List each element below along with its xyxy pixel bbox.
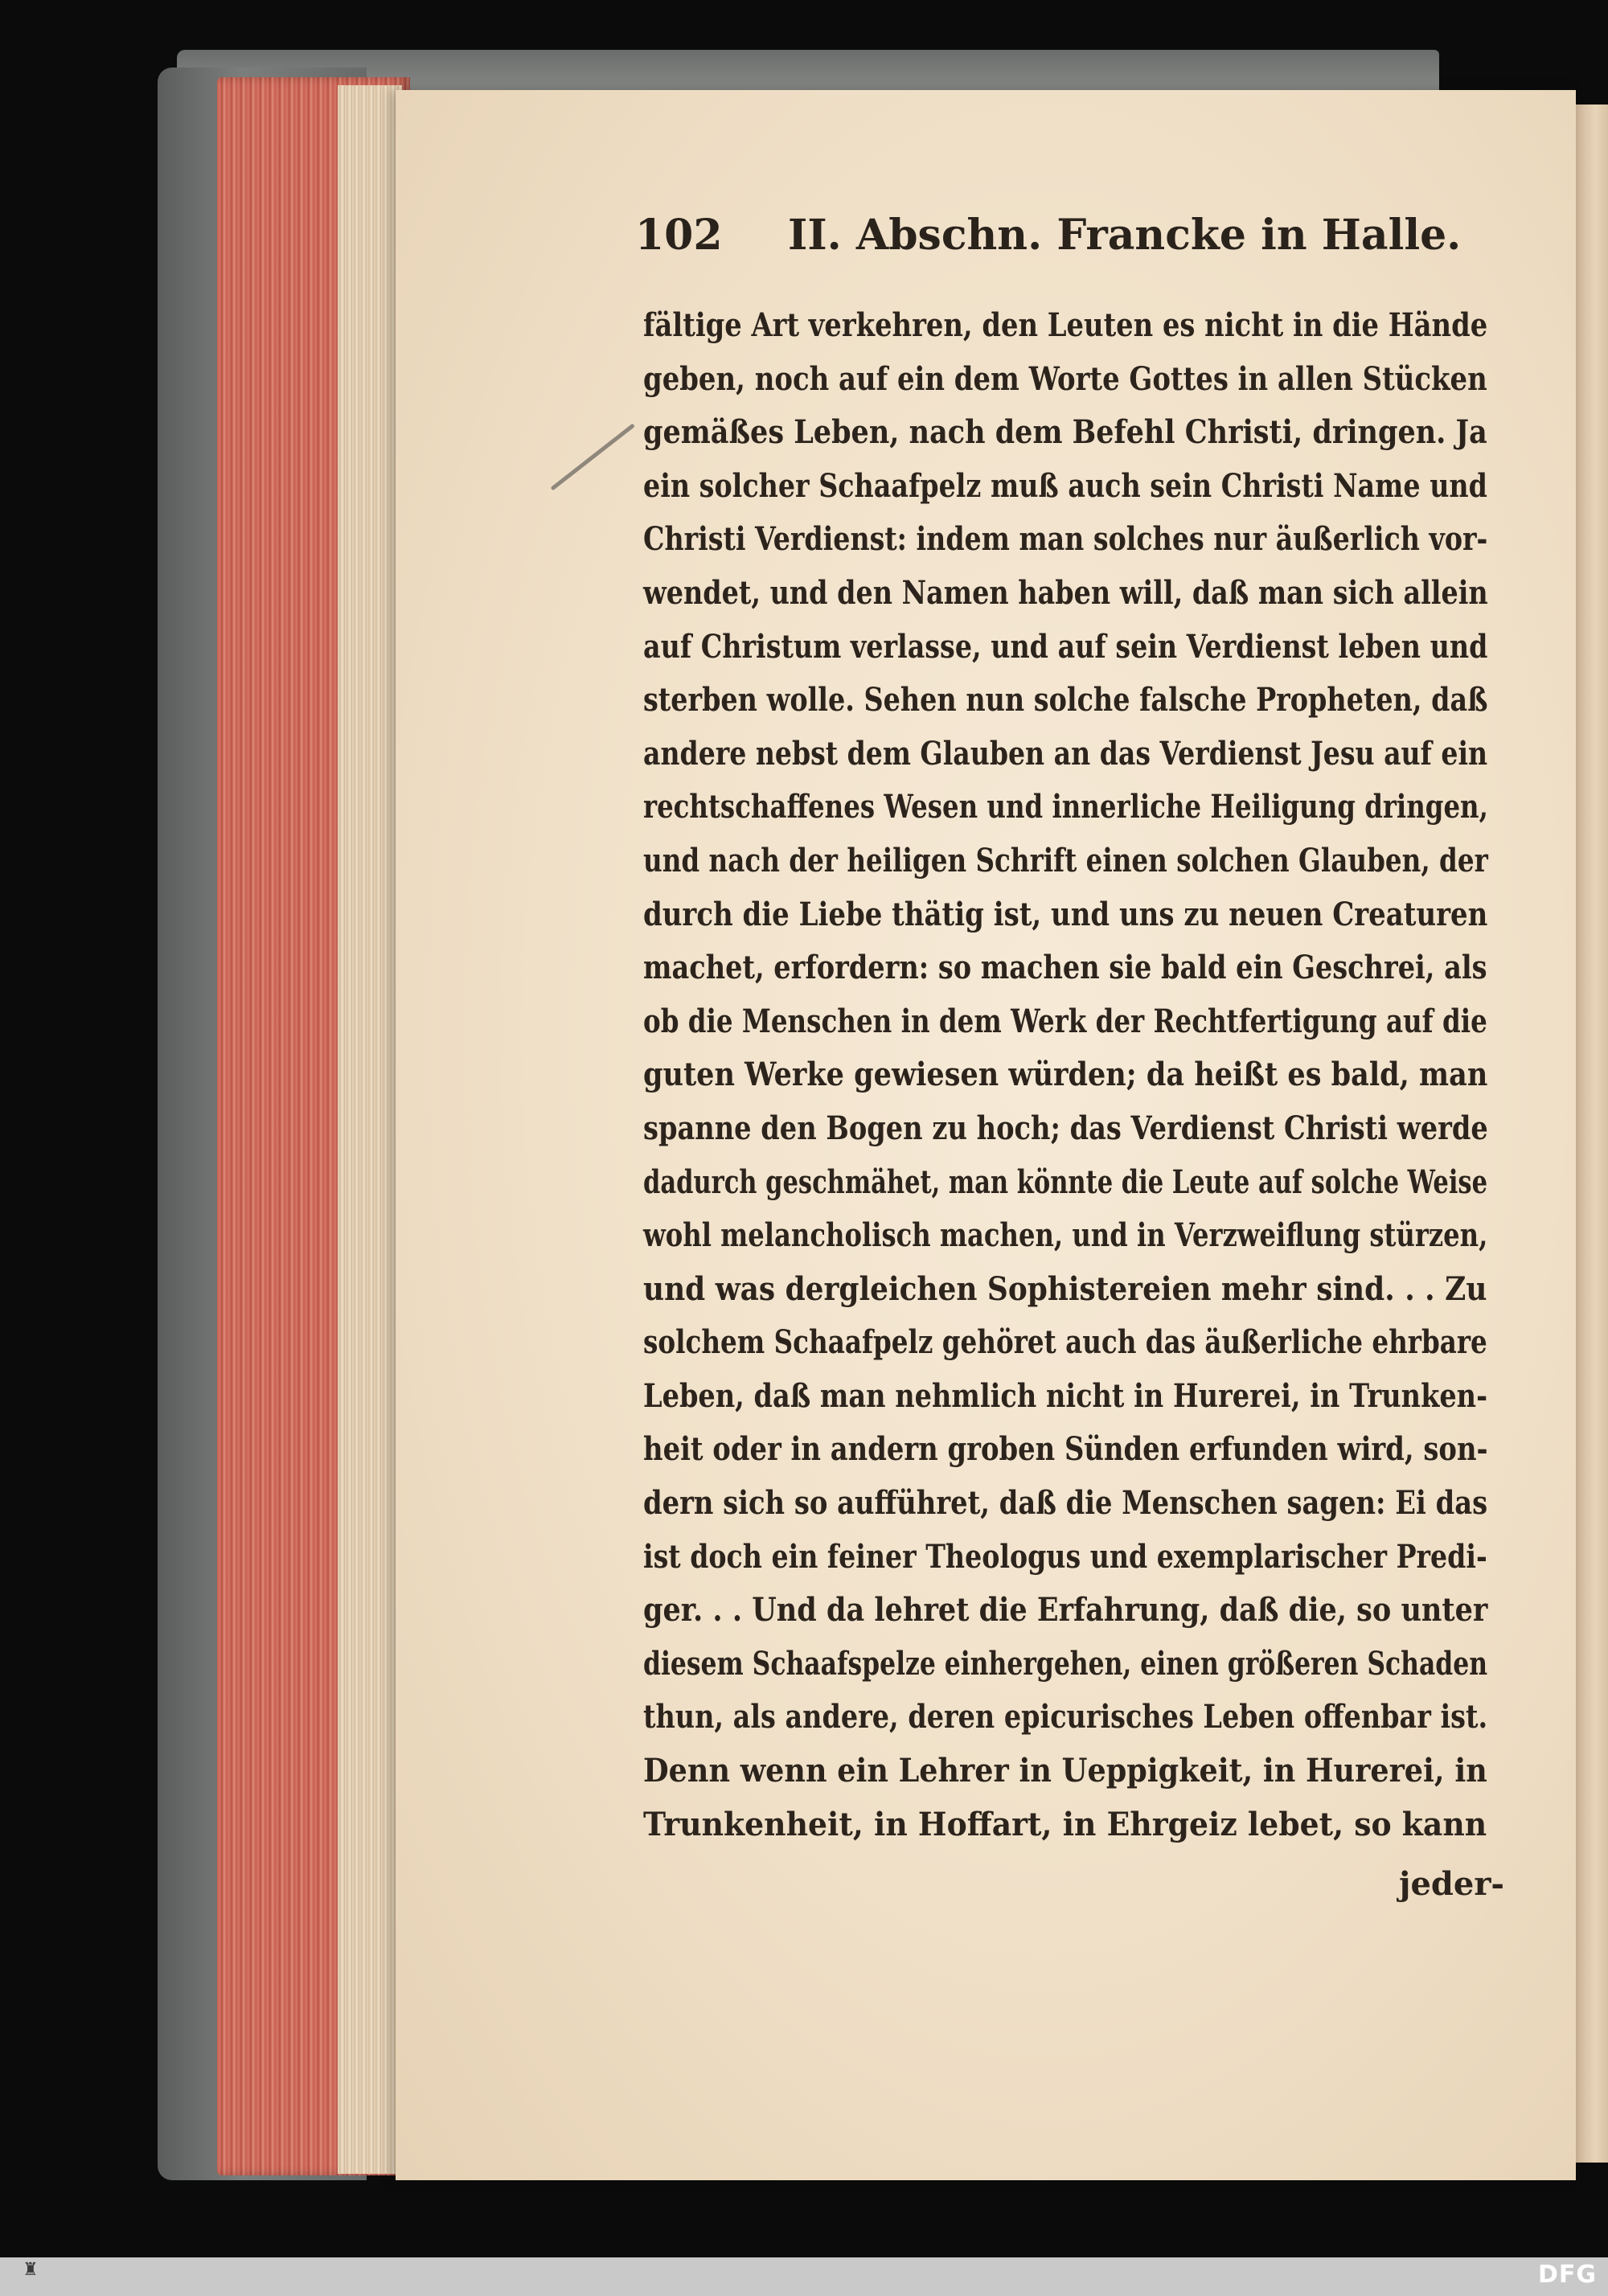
footer-bar [0,2257,1608,2296]
text-line: dern sich so aufführet, daß die Menschen sagen: Ei das [643,1484,1488,1523]
text-line: durch die Liebe thätig ist, und uns zu neuen Creaturen [643,895,1488,933]
dfg-logo: DFG [1537,2261,1597,2289]
text-line: und was dergleichen Sophistereien mehr sind. . . Zu [643,1269,1487,1308]
text-line: Christi Verdienst: indem man solches nur äußerlich vor- [643,520,1488,559]
text-line: gemäßes Leben, nach dem Befehl Christi, dringen. Ja [643,413,1487,452]
library-seal-icon [14,2261,47,2293]
text-line: rechtschaffenes Wesen und innerliche Heiligung dringen, [643,788,1488,826]
text-line: ist doch ein feiner Theologus und exemplarischer Predi- [643,1537,1487,1576]
text-line: Leben, daß man nehmlich nicht in Hurerei, in Trunken- [643,1376,1488,1415]
text-line: guten Werke gewiesen würden; da heißt es bald, man [643,1056,1488,1094]
text-line: ob die Menschen in dem Werk der Rechtfertigung auf die [643,1002,1487,1040]
catchword: jeder- [1399,1865,1505,1903]
page-edges-cream [338,85,402,2174]
text-line: spanne den Bogen zu hoch; das Verdienst Christi werde [643,1109,1488,1147]
page-number: 102 [635,211,723,260]
text-line: ein solcher Schaafpelz muß auch sein Christi Name und [643,466,1487,505]
text-line: wendet, und den Namen haben will, daß man sich allein [643,573,1488,612]
text-line: machet, erfordern: so machen sie bald ein Geschrei, als [643,949,1487,987]
facing-page-edge [1576,105,1608,2163]
text-line: diesem Schaafspelze einhergehen, einen größeren Schaden [643,1644,1488,1683]
text-line: Denn wenn ein Lehrer in Ueppigkeit, in Hurerei, in [643,1752,1487,1790]
text-line: Trunkenheit, in Hoffart, in Ehrgeiz lebet, so kann [643,1805,1487,1843]
text-line: wohl melancholisch machen, und in Verzweiflung stürzen, [643,1216,1488,1255]
body-text [643,299,1487,1851]
text-line: dadurch geschmähet, man könnte die Leute auf solche Weise [643,1162,1488,1201]
text-line: solchem Schaafpelz gehöret auch das äußerliche ehrbare [643,1323,1487,1362]
page-header [635,211,1479,275]
text-line: heit oder in andern groben Sünden erfunden wird, son- [643,1430,1488,1469]
text-line: andere nebst dem Glauben an das Verdienst Jesu auf ein [643,734,1488,773]
text-line: sterben wolle. Sehen nun solche falsche Propheten, daß [643,681,1488,720]
text-line: ger. . . Und da lehret die Erfahrung, daß die, so unter [643,1591,1488,1630]
seal-glyph: ♜ [23,2260,39,2280]
text-line: auf Christum verlasse, und auf sein Verdienst leben und [643,627,1488,666]
text-line: und nach der heiligen Schrift einen solchen Glauben, der [643,841,1488,879]
text-line: geben, noch auf ein dem Worte Gottes in allen Stücken [643,359,1487,398]
text-line: thun, als andere, deren epicurisches Leben offenbar ist. [643,1698,1488,1736]
text-line: fältige Art verkehren, den Leuten es nicht in die Hände [643,306,1488,344]
running-head: II. Abschn. Francke in Halle. [788,211,1462,260]
